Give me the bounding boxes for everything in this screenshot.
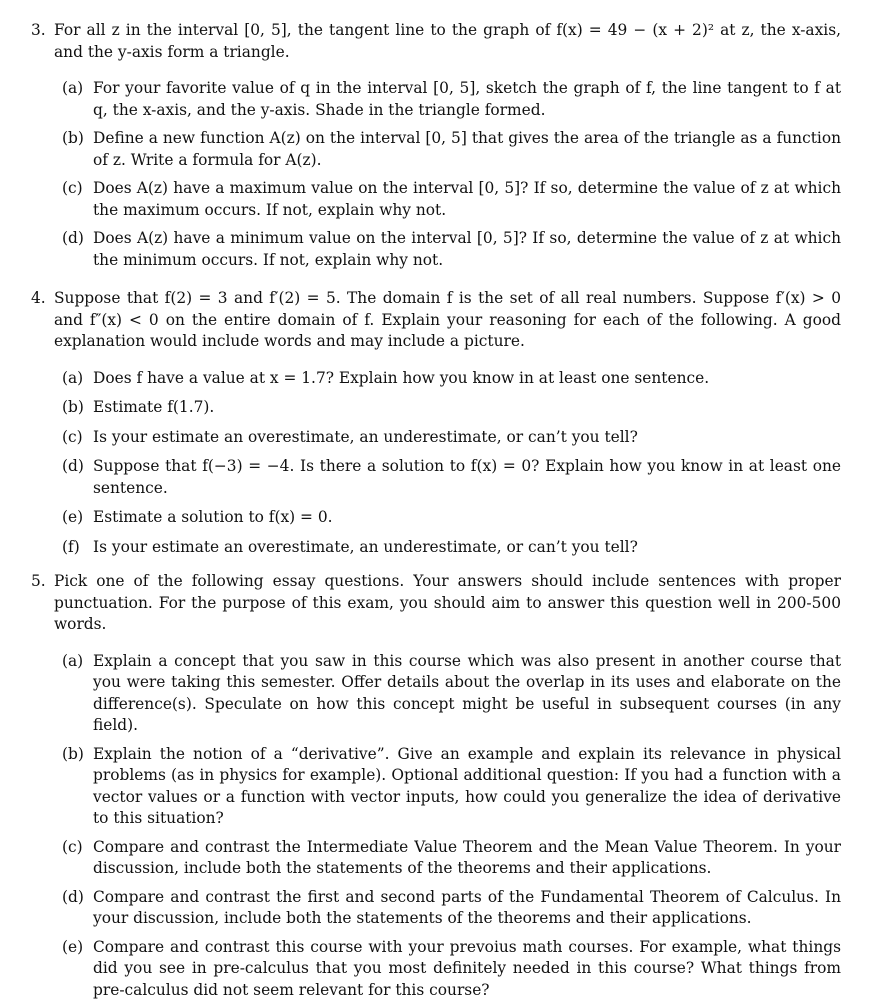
problem-statement: Pick one of the following essay questions. Your answers should include sentences with proper punctuation. For the purpose of this exam, you should aim to answer this question well in 200-500 words. xyxy=(54,572,841,633)
part-text: Does A(z) have a maximum value on the interval [0, 5]? If so, determine the value of z at which the maximum occurs. If not, explain why not. xyxy=(93,179,841,219)
problem-part xyxy=(62,456,841,499)
problem-number: 4. xyxy=(31,289,46,307)
problem-part xyxy=(62,744,841,830)
problem-number: 5. xyxy=(31,572,46,590)
part-label: (a) xyxy=(62,651,84,670)
problem-part xyxy=(62,228,841,271)
part-label: (d) xyxy=(62,887,84,906)
problem-parts xyxy=(62,78,841,271)
part-label: (e) xyxy=(62,937,84,956)
problem-part xyxy=(62,178,841,221)
part-text: Does f have a value at x = 1.7? Explain how you know in at least one sentence. xyxy=(93,368,710,387)
part-label: (e) xyxy=(62,508,84,526)
part-text: Compare and contrast the first and second parts of the Fundamental Theorem of Calculus. In your discussion, include both the statements of the theorems and their applications. xyxy=(93,887,841,927)
part-text: Estimate f(1.7). xyxy=(93,398,215,416)
problem-number: 3. xyxy=(31,21,46,39)
part-text: Is your estimate an overestimate, an underestimate, or can’t you tell? xyxy=(93,537,638,556)
problem-part xyxy=(62,837,841,880)
part-label: (c) xyxy=(62,427,83,446)
part-label: (b) xyxy=(62,398,84,416)
part-text: Define a new function A(z) on the interval [0, 5] that gives the area of the triangle as a function of z. Write a formula for A(z). xyxy=(93,129,841,169)
part-text: Compare and contrast this course with your prevoius math courses. For example, what things did you see in pre-calculus that you most definitely needed in this course? What things from pre-calculus did not seem relevant for this course? xyxy=(93,937,841,999)
part-label: (b) xyxy=(62,744,84,763)
problem-statement: Suppose that f(2) = 3 and f′(2) = 5. The domain f is the set of all real numbers. Suppose f′(x) > 0 and f″(x) < 0 on the entire domain of f. Explain your reasoning for each of the following. A good explanation would include words and may include a picture. xyxy=(54,289,841,350)
problem-part xyxy=(62,937,841,1002)
problem-parts xyxy=(62,368,841,559)
problem-part xyxy=(62,368,841,390)
part-label: (c) xyxy=(62,837,83,856)
part-label: (a) xyxy=(62,79,84,97)
problem-5 xyxy=(31,571,841,1008)
problem-part xyxy=(62,507,841,529)
problem-part xyxy=(62,651,841,737)
problem-part xyxy=(62,537,841,559)
problem-4 xyxy=(31,288,841,566)
problem-parts xyxy=(62,651,841,1002)
part-text: Explain a concept that you saw in this course which was also present in another course that you were taking this semester. Offer details about the overlap in its uses and elaborate on the difference(s). Speculate on how this concept might be useful in subsequent courses (in any field). xyxy=(93,651,841,734)
part-text: Is your estimate an overestimate, an underestimate, or can’t you tell? xyxy=(93,427,638,446)
problem-3 xyxy=(31,20,841,278)
problem-part xyxy=(62,427,841,449)
problem-part xyxy=(62,78,841,121)
problem-part xyxy=(62,128,841,171)
part-text: Compare and contrast the Intermediate Value Theorem and the Mean Value Theorem. In your discussion, include both the statements of the theorems and their applications. xyxy=(93,837,841,877)
part-label: (d) xyxy=(62,229,84,247)
part-label: (f) xyxy=(62,537,80,556)
part-text: Does A(z) have a minimum value on the interval [0, 5]? If so, determine the value of z at which the minimum occurs. If not, explain why not. xyxy=(93,229,841,269)
part-text: Estimate a solution to f(x) = 0. xyxy=(93,508,333,526)
problem-part xyxy=(62,887,841,930)
part-text: Suppose that f(−3) = −4. Is there a solution to f(x) = 0? Explain how you know in at least one sentence. xyxy=(93,457,841,497)
part-label: (d) xyxy=(62,457,84,475)
part-text: For your favorite value of q in the interval [0, 5], sketch the graph of f, the line tangent to f at q, the x-axis, and the y-axis. Shade in the triangle formed. xyxy=(93,79,841,119)
part-label: (b) xyxy=(62,129,84,147)
part-label: (a) xyxy=(62,368,84,387)
problem-part xyxy=(62,397,841,419)
problem-statement: For all z in the interval [0, 5], the tangent line to the graph of f(x) = 49 − (x + 2)² at z, the x-axis, and the y-axis form a triangle. xyxy=(54,21,841,61)
part-label: (c) xyxy=(62,179,83,197)
part-text: Explain the notion of a “derivative”. Give an example and explain its relevance in physical problems (as in physics for example). Optional additional question: If you had a function with a vector values or a function with vector inputs, how could you generalize the idea of derivative to this situation? xyxy=(93,744,841,827)
